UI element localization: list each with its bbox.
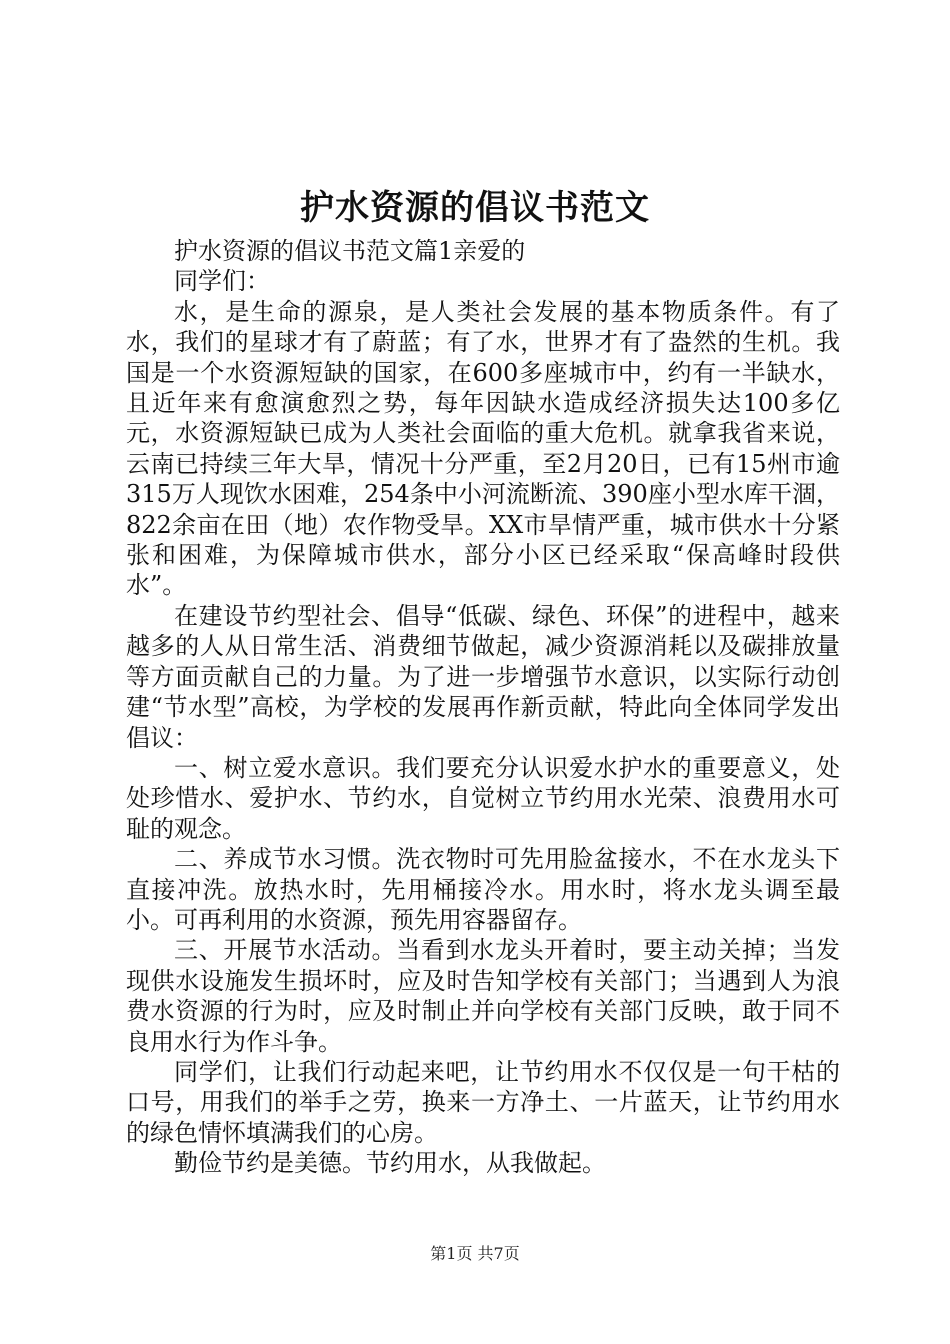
- paragraph-point-two: 二、养成节水习惯。洗衣物时可先用脸盆接水，不在水龙头下直接冲洗。放热水时，先用桶接冷水。用水时，将水龙头调至最小。可再利用的水资源，预先用容器留存。: [126, 845, 840, 934]
- document-title: 护水资源的倡议书范文: [300, 188, 650, 228]
- page-number-footer: 第1页 共7页: [430, 1244, 520, 1263]
- paragraph-background: 水，是生命的源泉，是人类社会发展的基本物质条件。有了水，我们的星球才有了蔚蓝；有了水，世界才有了盎然的生机。我国是一个水资源短缺的国家，在600多座城市中，约有一半缺水，且近年来有愈演愈烈之势，每年因缺水造成经济损失达100多亿元，水资源短缺已成为人类社会面临的重大危机。就拿我省来说，云南已持续三年大旱，情况十分严重，至2月20日，已有15州市逾315万人现饮水困难，254条中小河流断流、390座小型水库干涸，822余亩在田（地）农作物受旱。XX市旱情严重，城市供水十分紧张和困难，为保障城市供水，部分小区已经采取“保高峰时段供水”。: [126, 297, 840, 600]
- document-body: [126, 236, 840, 1179]
- paragraph-point-three: 三、开展节水活动。当看到水龙头开着时，要主动关掉；当发现供水设施发生损坏时，应及时告知学校有关部门；当遇到人为浪费水资源的行为时，应及时制止并向学校有关部门反映，敢于同不良用水行为作斗争。: [126, 936, 840, 1056]
- paragraph-initiative: 在建设节约型社会、倡导“低碳、绿色、环保”的进程中，越来越多的人从日常生活、消费细节做起，减少资源消耗以及碳排放量等方面贡献自己的力量。为了进一步增强节水意识，以实际行动创建“节水型”高校，为学校的发展再作新贡献，特此向全体同学发出倡议：: [126, 601, 840, 752]
- paragraph-call-to-action: 同学们，让我们行动起来吧，让节约用水不仅仅是一句干枯的口号，用我们的举手之劳，换来一方净土、一片蓝天，让节约用水的绿色情怀填满我们的心房。: [126, 1057, 840, 1147]
- paragraph-intro: 护水资源的倡议书范文篇1亲爱的: [174, 237, 526, 265]
- paragraph-salutation: 同学们：: [174, 267, 270, 296]
- paragraph-closing: 勤俭节约是美德。节约用水，从我做起。: [174, 1149, 606, 1178]
- paragraph-point-one: 一、树立爱水意识。我们要充分认识爱水护水的重要意义，处处珍惜水、爱护水、节约水，自觉树立节约用水光荣、浪费用水可耻的观念。: [126, 753, 840, 843]
